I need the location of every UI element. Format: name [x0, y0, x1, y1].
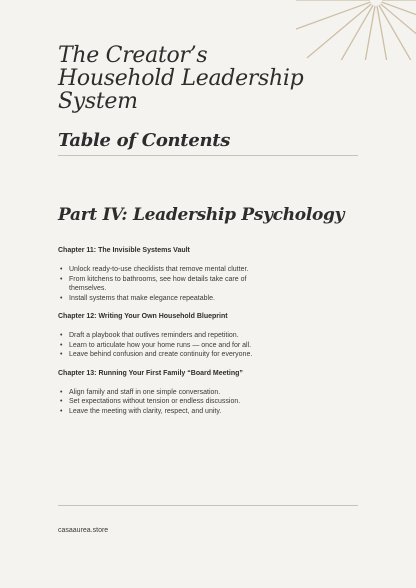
list-item: • Leave behind confusion and create continuity for everyone.	[69, 350, 259, 360]
sunburst-ray	[382, 2, 416, 31]
bullet-list	[58, 388, 358, 417]
toc-heading: Table of Contents	[58, 130, 231, 151]
chapter-13	[58, 369, 358, 417]
list-item: • Draft a playbook that outlives reminders and repetition.	[69, 331, 259, 341]
list-item: • Align family and staff in one simple conversation.	[69, 388, 259, 398]
chapter-title: Chapter 13: Running Your First Family “Board Meeting”	[58, 369, 243, 377]
list-item: • Leave the meeting with clarity, respect, and unity.	[69, 407, 259, 417]
list-item: • Set expectations without tension or endless discussion.	[69, 397, 259, 407]
chapter-list	[58, 246, 358, 425]
chapter-11	[58, 246, 358, 303]
list-item: • From kitchens to bathrooms, see how details take care of themselves.	[69, 275, 259, 294]
list-item: • Learn to articulate how your home runs — once and for all.	[69, 341, 259, 351]
chapter-title: Chapter 12: Writing Your Own Household Blueprint	[58, 313, 228, 320]
list-item: • Unlock ready-to-use checklists that remove mental clutter.	[69, 265, 259, 275]
top-divider	[58, 155, 358, 156]
bullet-list	[58, 331, 358, 360]
title-line-2: Household Leadership	[58, 66, 304, 91]
bottom-divider	[58, 505, 358, 506]
document-title	[58, 44, 378, 113]
bullet-list	[58, 265, 358, 303]
title-line-3: System	[58, 89, 138, 114]
list-item: • Install systems that make elegance repeatable.	[69, 294, 259, 304]
part-title: Part IV: Leadership Psychology	[58, 205, 345, 225]
sunburst-ray	[296, 2, 370, 31]
title-line-1: The Creator’s	[58, 43, 208, 68]
chapter-title: Chapter 11: The Invisible Systems Vault	[58, 247, 190, 254]
footer-website: casaaurea.store	[58, 527, 109, 534]
chapter-12	[58, 312, 358, 360]
